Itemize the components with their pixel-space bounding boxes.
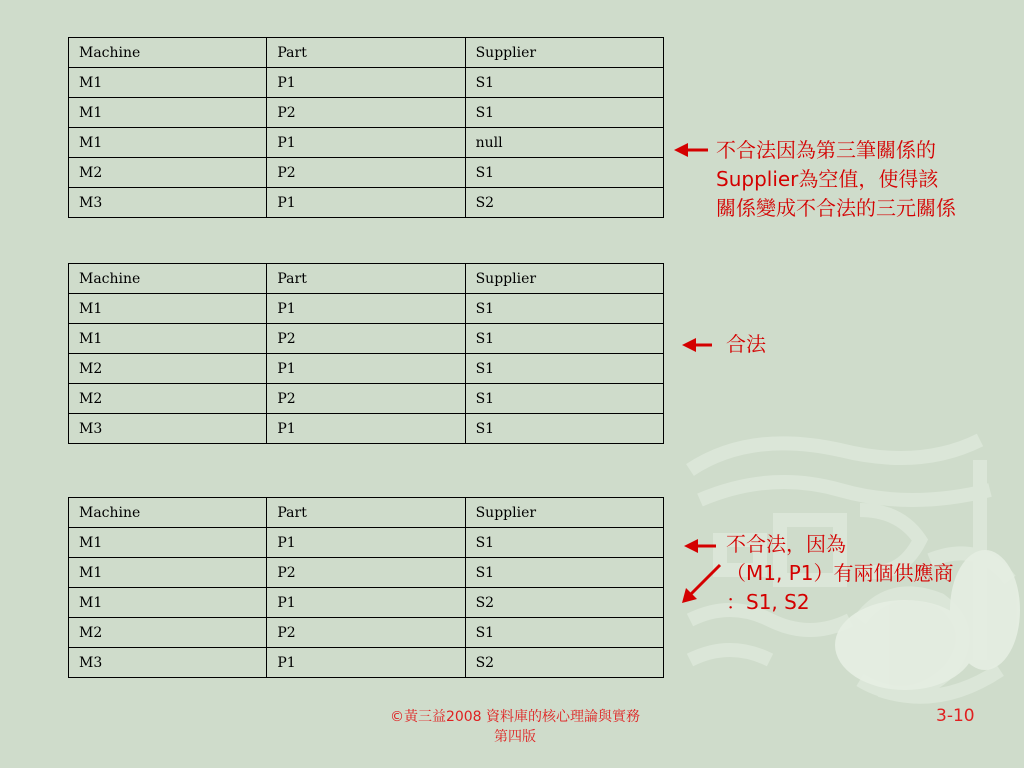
table-row <box>69 188 664 218</box>
table-row <box>69 558 664 588</box>
note-line: 不合法因為第三筆關係的 <box>716 138 936 162</box>
cell-machine: M2 <box>69 384 267 414</box>
table-row <box>69 354 664 384</box>
header-machine: Machine <box>69 38 267 68</box>
header-part: Part <box>267 38 465 68</box>
table-row <box>69 384 664 414</box>
cell-machine: M3 <box>69 648 267 678</box>
footer-line: ©黃三益2008 資料庫的核心理論與實務 <box>389 709 641 725</box>
note-line: 關係變成不合法的三元關係 <box>716 196 956 220</box>
cell-supplier: S1 <box>465 618 663 648</box>
table-row <box>69 618 664 648</box>
cell-machine: M3 <box>69 414 267 444</box>
relation-table-1 <box>68 37 664 218</box>
cell-supplier: S1 <box>465 294 663 324</box>
footer-copyright <box>340 707 690 747</box>
table-row <box>69 98 664 128</box>
cell-part: P2 <box>267 558 465 588</box>
cell-part: P1 <box>267 588 465 618</box>
note-line: 合法 <box>726 332 766 356</box>
cell-part: P2 <box>267 618 465 648</box>
note-line: ：S1, S2 <box>726 590 810 614</box>
cell-supplier: S2 <box>465 648 663 678</box>
cell-machine: M1 <box>69 68 267 98</box>
cell-machine: M2 <box>69 354 267 384</box>
header-supplier: Supplier <box>465 498 663 528</box>
cell-supplier: S1 <box>465 414 663 444</box>
note-line: 不合法，因為 <box>726 532 846 556</box>
table-row <box>69 128 664 158</box>
note-invalid-duplicate <box>726 530 953 617</box>
cell-supplier: S1 <box>465 98 663 128</box>
cell-part: P1 <box>267 68 465 98</box>
page-number: 3-10 <box>936 706 975 726</box>
header-machine: Machine <box>69 498 267 528</box>
cell-supplier: S1 <box>465 158 663 188</box>
table-row <box>69 648 664 678</box>
table-row <box>69 294 664 324</box>
cell-part: P1 <box>267 294 465 324</box>
cell-supplier: S1 <box>465 324 663 354</box>
cell-supplier: S1 <box>465 528 663 558</box>
cell-supplier: null <box>465 128 663 158</box>
table-row <box>69 324 664 354</box>
cell-machine: M1 <box>69 294 267 324</box>
cell-part: P2 <box>267 324 465 354</box>
cell-part: P1 <box>267 128 465 158</box>
cell-machine: M1 <box>69 128 267 158</box>
header-machine: Machine <box>69 264 267 294</box>
cell-part: P1 <box>267 414 465 444</box>
cell-part: P2 <box>267 384 465 414</box>
cell-part: P1 <box>267 354 465 384</box>
cell-machine: M2 <box>69 158 267 188</box>
header-supplier: Supplier <box>465 38 663 68</box>
note-line: Supplier為空值，使得該 <box>716 167 939 191</box>
relation-table-3 <box>68 497 664 678</box>
cell-supplier: S1 <box>465 558 663 588</box>
footer-line: 第四版 <box>494 729 536 745</box>
table-row <box>69 68 664 98</box>
note-invalid-null <box>716 136 956 223</box>
cell-machine: M1 <box>69 528 267 558</box>
cell-supplier: S1 <box>465 384 663 414</box>
table-row <box>69 588 664 618</box>
cell-part: P1 <box>267 188 465 218</box>
cell-part: P2 <box>267 98 465 128</box>
cell-machine: M1 <box>69 558 267 588</box>
cell-supplier: S2 <box>465 188 663 218</box>
cell-supplier: S1 <box>465 68 663 98</box>
relation-table-2 <box>68 263 664 444</box>
table-row <box>69 414 664 444</box>
note-line: （M1, P1）有兩個供應商 <box>726 561 954 585</box>
header-part: Part <box>267 264 465 294</box>
cell-machine: M3 <box>69 188 267 218</box>
cell-machine: M1 <box>69 588 267 618</box>
table-header-row <box>69 498 664 528</box>
table-row <box>69 158 664 188</box>
cell-part: P1 <box>267 648 465 678</box>
note-valid <box>726 330 766 359</box>
cell-part: P1 <box>267 528 465 558</box>
table-header-row <box>69 264 664 294</box>
cell-machine: M1 <box>69 98 267 128</box>
cell-supplier: S1 <box>465 354 663 384</box>
cell-machine: M1 <box>69 324 267 354</box>
cell-machine: M2 <box>69 618 267 648</box>
table-header-row <box>69 38 664 68</box>
table-row <box>69 528 664 558</box>
header-part: Part <box>267 498 465 528</box>
cell-supplier: S2 <box>465 588 663 618</box>
cell-part: P2 <box>267 158 465 188</box>
header-supplier: Supplier <box>465 264 663 294</box>
